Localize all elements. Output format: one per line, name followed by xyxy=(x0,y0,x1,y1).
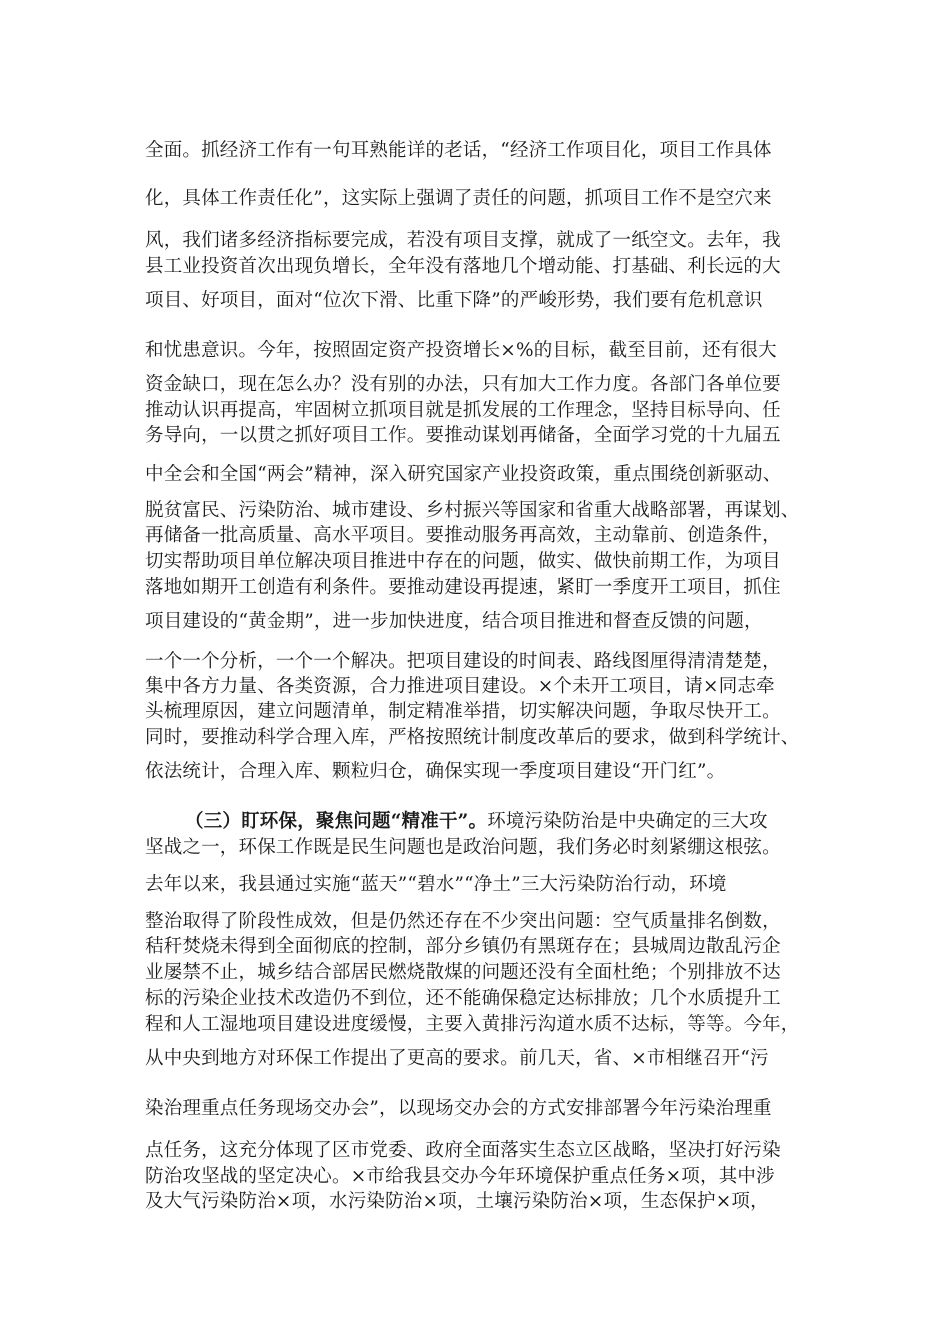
paragraph-line: 中全会和全国“两会”精神，深入研究国家产业投资政策，重点围绕创新驱动、 xyxy=(145,464,782,485)
section-heading: （三）盯环保，聚焦问题“精准干”。 xyxy=(185,811,488,832)
paragraph-line: 资金缺口，现在怎么办？没有别的办法，只有加大工作力度。各部门各单位要 xyxy=(145,374,781,395)
paragraph-line: 化，具体工作责任化”，这实际上强调了责任的问题，抓项目工作不是空穴来 xyxy=(145,188,772,209)
paragraph-line: 防治攻坚战的坚定决心。×市给我县交办今年环境保护重点任务×项，其中涉 xyxy=(145,1166,775,1187)
paragraph-line: 程和人工湿地项目建设进度缓慢，主要入黄排污沟道水质不达标，等等。今年， xyxy=(145,1014,800,1035)
paragraph-line: 整治取得了阶段性成效，但是仍然还存在不少突出问题：空气质量排名倒数， xyxy=(145,911,781,932)
paragraph-line: 依法统计，合理入库、颗粒归仓，确保实现一季度项目建设“开门红”。 xyxy=(145,761,726,782)
paragraph-line: 及大气污染防治×项，水污染防治×项，土壤污染防治×项，生态保护×项， xyxy=(145,1191,769,1212)
paragraph-line: 坚战之一，环保工作既是民生问题也是政治问题，我们务必时刻紧绷这根弦。 xyxy=(145,837,781,858)
paragraph-line: 业屡禁不止，城乡结合部居民燃烧散煤的问题还没有全面杜绝；个别排放不达 xyxy=(145,962,781,983)
paragraph-line: 同时，要推动科学合理入库，严格按照统计制度改革后的要求，做到科学统计、 xyxy=(145,727,800,748)
paragraph-line: 一个一个分析，一个一个解决。把项目建设的时间表、路线图厘得清清楚楚， xyxy=(145,651,781,672)
paragraph-line: 切实帮助项目单位解决项目推进中存在的问题，做实、做快前期工作，为项目 xyxy=(145,551,781,572)
paragraph-line: 全面。抓经济工作有一句耳熟能详的老话，“经济工作项目化，项目工作具体 xyxy=(145,140,772,161)
section-heading-rest: 环境污染防治是中央确定的三大攻 xyxy=(487,811,768,832)
paragraph-line: 标的污染企业技术改造仍不到位，还不能确保稳定达标排放；几个水质提升工 xyxy=(145,988,781,1009)
paragraph-line: 头梳理原因，建立问题清单，制定精准举措，切实解决问题，争取尽快开工。 xyxy=(145,701,781,722)
paragraph-line: 点任务，这充分体现了区市党委、政府全面落实生态立区战略，坚决打好污染 xyxy=(145,1140,781,1161)
paragraph-line: 去年以来，我县通过实施“蓝天”“碧水”“净土”三大污染防治行动，环境 xyxy=(145,874,727,895)
paragraph-line: 项目、好项目，面对“位次下滑、比重下降”的严峻形势，我们要有危机意识 xyxy=(145,290,763,311)
paragraph-line: 从中央到地方对环保工作提出了更高的要求。前几天，省、×市相继召开“污 xyxy=(145,1048,769,1069)
paragraph-line: 和忧患意识。今年，按照固定资产投资增长×%的目标，截至目前，还有很大 xyxy=(145,340,777,361)
paragraph-line: 秸秆焚烧未得到全面彻底的控制，部分乡镇仍有黑斑存在；县城周边散乱污企 xyxy=(145,936,781,957)
paragraph-line: 风，我们诸多经济指标要完成，若没有项目支撑，就成了一纸空文。去年，我 xyxy=(145,230,781,251)
paragraph-line: 再储备一批高质量、高水平项目。要推动服务再高效，主动靠前、创造条件， xyxy=(145,525,781,546)
paragraph-line: 项目建设的“黄金期”，进一步加快进度，结合项目推进和督查反馈的问题， xyxy=(145,611,763,632)
paragraph-line: 集中各方力量、各类资源，合力推进项目建设。×个未开工项目，请×同志牵 xyxy=(145,676,775,697)
paragraph-line: 县工业投资首次出现负增长，全年没有落地几个增动能、打基础、利长远的大 xyxy=(145,256,781,277)
paragraph-line: 落地如期开工创造有利条件。要推动建设再提速，紧盯一季度开工项目，抓住 xyxy=(145,577,781,598)
paragraph-line: 脱贫富民、污染防治、城市建设、乡村振兴等国家和省重大战略部署，再谋划、 xyxy=(145,500,800,521)
paragraph-line: 推动认识再提高，牢固树立抓项目就是抓发展的工作理念，坚持目标导向、任 xyxy=(145,400,781,421)
section-heading-line xyxy=(185,810,825,834)
paragraph-line: 染治理重点任务现场交办会”，以现场交办会的方式安排部署今年污染治理重 xyxy=(145,1098,772,1119)
paragraph-line: 务导向，一以贯之抓好项目工作。要推动谋划再储备，全面学习党的十九届五 xyxy=(145,425,781,446)
